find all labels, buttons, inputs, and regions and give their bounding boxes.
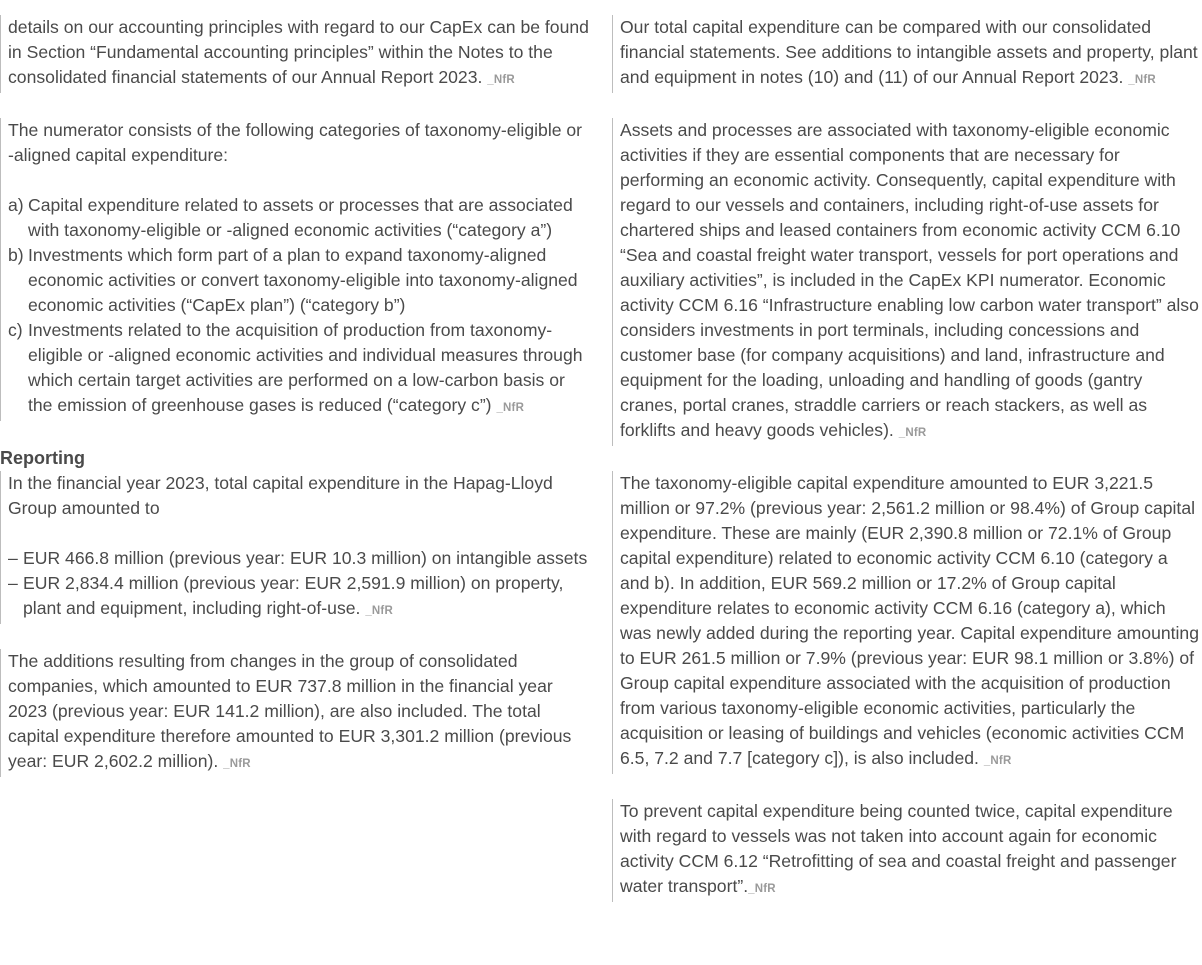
list-item (8, 193, 592, 243)
list-item (8, 571, 592, 624)
paragraph-text: In the financial year 2023, total capital expenditure in the Hapag-Lloyd Group amounted to (8, 473, 553, 518)
text-block-total-capex (0, 471, 592, 624)
list-item (8, 546, 592, 571)
section-heading-reporting: Reporting (0, 448, 85, 468)
nfr-tag: _NfR (487, 74, 515, 86)
paragraph-text: To prevent capital expenditure being counted twice, capital expenditure with regard to vessels was not taken into account again for economic activity CCM 6.12 “Retrofitting of sea and coastal freight and passenger water transport”. (620, 801, 1177, 896)
right-column (612, 15, 1200, 927)
paragraph-text: details on our accounting principles with regard to our CapEx can be found in Section “Fundamental accounting principles” within the Notes to the consolidated financial statements of our Annual Report 2023. (8, 17, 589, 87)
category-list (8, 193, 592, 421)
list-item (8, 243, 592, 318)
nfr-tag: _NfR (898, 427, 927, 439)
text-block-additions (0, 649, 592, 777)
paragraph-text: The additions resulting from changes in the group of consolidated companies, which amounted to EUR 737.8 million in the financial year 2023 (previous year: EUR 141.2 million), are also included. The total capital expenditure therefore amounted to EUR 3,301.2 million (previous year: EUR 2,602.2 million). (8, 651, 572, 771)
text-block-eligible-capex (612, 471, 1200, 774)
list-item-text: Capital expenditure related to assets or processes that are associated with taxonomy-eligible or -aligned economic activities (“category a”) (28, 195, 573, 240)
text-block-numerator-categories (0, 118, 592, 421)
nfr-tag: _NfR (496, 402, 525, 414)
text-block-double-counting (612, 799, 1200, 902)
nfr-tag: _NfR (223, 758, 251, 770)
paragraph-text: The numerator consists of the following categories of taxonomy-eligible or -aligned capital expenditure: (8, 120, 583, 165)
list-marker: – (8, 548, 18, 568)
paragraph-text: Assets and processes are associated with taxonomy-eligible economic activities if they are essential components that are necessary for performing an economic activity. Consequently, capital expenditure with regard to our vessels and containers, including right-of-use assets for chartered ships and leased containers from economic activity CCM 6.10 “Sea and coastal freight water transport, vessels for port operations and auxiliary activities”, is included in the CapEx KPI numerator. Economic activity CCM 6.16 “Infrastructure enabling low carbon water transport” also considers investments in port terminals, including concessions and customer base (for company acquisitions) and land, infrastructure and equipment for the loading, unloading and handling of goods (gantry cranes, portal cranes, straddle carriers or reach stackers, as well as forklifts and heavy goods vehicles). (620, 120, 1199, 440)
list-marker: a) (8, 195, 24, 215)
paragraph-text: Our total capital expenditure can be compared with our consolidated financial statements. See additions to intangible assets and property, plant and equipment in notes (10) and (11) of our Annual Report 2023. (620, 17, 1198, 87)
list-marker: – (8, 573, 18, 593)
list-item-text: EUR 466.8 million (previous year: EUR 10.3 million) on intangible assets (23, 548, 588, 568)
nfr-tag: _NfR (983, 755, 1012, 767)
nfr-tag: _NfR (748, 883, 776, 895)
capex-list (8, 546, 592, 624)
list-item-text: Investments related to the acquisition of production from taxonomy-eligible or -aligned economic activities and individual measures through which certain target activities are performed on a low-carbon basis or the emission of greenhouse gases is reduced (“category c”) (28, 320, 583, 415)
list-marker: b) (8, 245, 24, 265)
text-block-assets-processes (612, 118, 1200, 446)
nfr-tag: _NfR (1128, 74, 1156, 86)
paragraph-text: The taxonomy-eligible capital expenditure amounted to EUR 3,221.5 million or 97.2% (previous year: 2,561.2 million or 98.4%) of Group capital expenditure. These are mainly (EUR 2,390.8 million or 72.1% of Group capital expenditure) related to economic activity CCM 6.10 (category a and b). In addition, EUR 569.2 million or 17.2% of Group capital expenditure relates to economic activity CCM 6.16 (category a), which was newly added during the reporting year. Capital expenditure amounting to EUR 261.5 million or 7.9% (previous year: EUR 98.1 million or 3.8%) of Group capital expenditure associated with the acquisition of production from various taxonomy-eligible economic activities, particularly the acquisition or leasing of buildings and vehicles (economic activities CCM 6.5, 7.2 and 7.7 [category c]), is also included. (620, 473, 1200, 768)
left-column (0, 15, 592, 802)
text-block-comparison (612, 15, 1200, 93)
list-item (8, 318, 592, 421)
list-item-text: EUR 2,834.4 million (previous year: EUR 2,591.9 million) on property, plant and equipment, including right-of-use. (23, 573, 564, 618)
text-block-accounting-principles (0, 15, 592, 93)
nfr-tag: _NfR (365, 605, 393, 617)
list-item-text: Investments which form part of a plan to expand taxonomy-aligned economic activities or convert taxonomy-eligible into taxonomy-aligned economic activities (“CapEx plan”) (“category b”) (28, 245, 578, 315)
list-marker: c) (8, 320, 23, 340)
